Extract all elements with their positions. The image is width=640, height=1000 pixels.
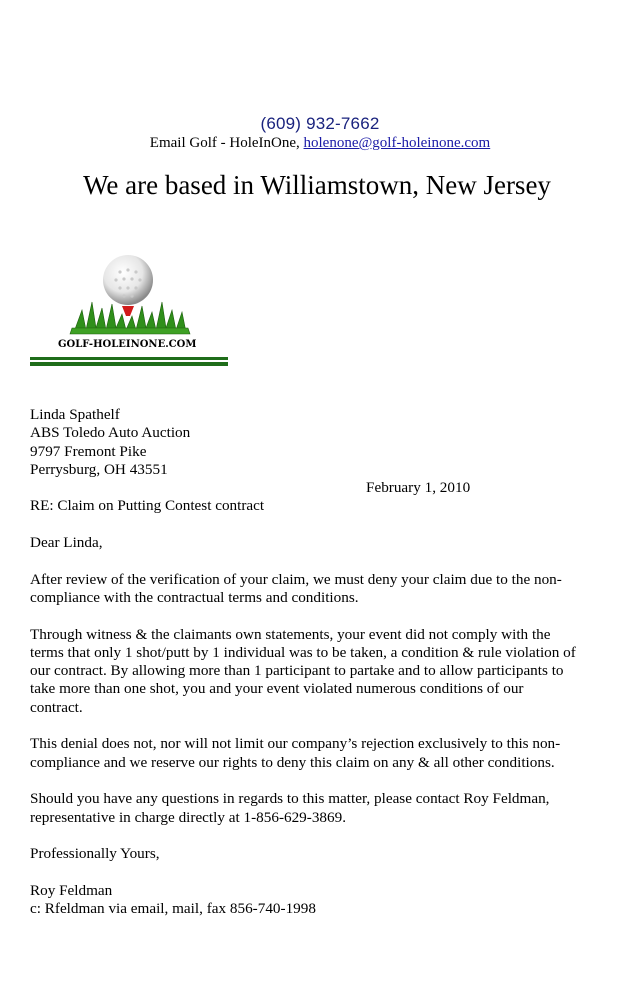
greeting: Dear Linda, (30, 534, 103, 552)
para1-line1: After review of the verification of your claim, we must deny your claim due to the non- (30, 570, 562, 588)
golf-ball-icon (103, 255, 153, 305)
para4-line1: Should you have any questions in regards to this matter, please contact Roy Feldman, (30, 790, 550, 808)
closing: Professionally Yours, (30, 845, 160, 863)
para2-line5: contract. (30, 698, 83, 716)
recipient-company: ABS Toledo Auto Auction (30, 424, 191, 442)
para3-line1: This denial does not, nor will not limit our company’s rejection exclusively to this non- (30, 735, 561, 753)
recipient-city: Perrysburg, OH 43551 (30, 460, 168, 478)
logo-text: GOLF-HOLEINONE.COM (58, 339, 197, 350)
para2-line1: Through witness & the claimants own statements, your event did not comply with the (30, 625, 551, 643)
email-prefix: Email Golf - HoleInOne, (149, 135, 304, 151)
recipient-street: 9797 Fremont Pike (30, 442, 147, 460)
subject-line: RE: Claim on Putting Contest contract (30, 497, 265, 515)
para2-line4: take more than one shot, you and your event violated numerous conditions of our (30, 680, 524, 698)
recipient-name: Linda Spathelf (30, 406, 120, 423)
para4-line2: representative in charge directly at 1-856-629-3869. (30, 808, 347, 826)
golf-logo (30, 252, 230, 372)
location-heading: We are based in Williamstown, New Jersey (83, 170, 551, 200)
email-link[interactable]: holenone@golf-holeinone.com (303, 135, 491, 151)
para2-line2: terms that only 1 shot/putt by 1 individual was to be taken, a condition & rule violation of (30, 643, 576, 661)
cc-line: c: Rfeldman via email, mail, fax 856-740-1998 (30, 900, 316, 918)
letter-body (30, 406, 630, 918)
email-line (0, 135, 640, 152)
letter-date: February 1, 2010 (366, 479, 471, 497)
para2-line3: our contract. By allowing more than 1 participant to partake and to allow participants to (30, 662, 564, 680)
signature: Roy Feldman (30, 881, 113, 899)
tee-icon (122, 306, 134, 316)
phone-number: (609) 932-7662 (260, 114, 380, 133)
para3-line2: compliance and we reserve our rights to deny this claim on any & all other conditions. (30, 753, 555, 771)
para1-line2: compliance with the contractual terms and conditions. (30, 588, 359, 606)
